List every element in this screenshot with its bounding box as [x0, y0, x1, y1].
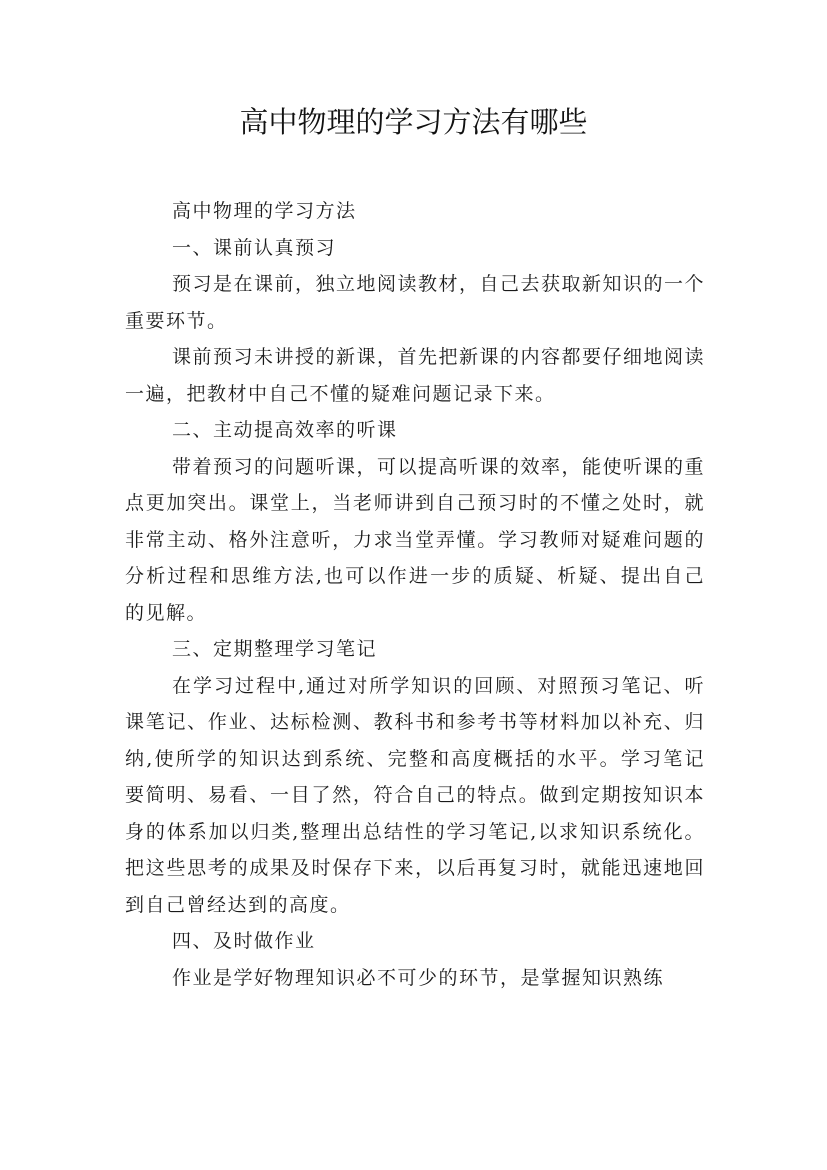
- paragraph-text: 带着预习的问题听课，可以提高听课的效率，能使听课的重点更加突出。课堂上，当老师讲到自己预习时的不懂之处时，就非常主动、格外注意听，力求当堂弄懂。学习教师对疑难问题的分析过程和思维方法,也可以作进一步的质疑、析疑、提出自己的见解。: [125, 455, 706, 624]
- paragraph-heading-1: 一、课前认真预习: [172, 236, 337, 259]
- paragraph-text: 预习是在课前，独立地阅读教材，自己去获取新知识的一个重要环节。: [125, 273, 706, 332]
- paragraph-section-heading: 高中物理的学习方法: [172, 200, 357, 222]
- document-title: 高中物理的学习方法有哪些: [239, 105, 588, 139]
- paragraph-text: 作业是学好物理知识必不可少的环节，是掌握知识熟练: [172, 966, 665, 989]
- paragraph-heading-3: 三、定期整理学习笔记: [172, 638, 378, 660]
- paragraph-text: 课前预习未讲授的新课，首先把新课的内容都要仔细地阅读一遍，把教材中自己不懂的疑难问题记录下来。: [125, 346, 706, 405]
- paragraph-heading-4: 四、及时做作业: [172, 930, 316, 952]
- paragraph-text: 在学习过程中,通过对所学知识的回顾、对照预习笔记、听课笔记、作业、达标检测、教科书和参考书等材料加以补充、归纳,使所学的知识达到系统、完整和高度概括的水平。学习笔记要简明、易看、一目了然，符合自己的特点。做到定期按知识本身的体系加以归类,整理出总结性的学习笔记,以求知识系统化。把这些思考的成果及时保存下来，以后再复习时，就能迅速地回到自己曾经达到的高度。: [125, 674, 705, 916]
- document-body: [125, 193, 705, 996]
- paragraph-heading-2: 二、主动提高效率的听课: [172, 419, 398, 441]
